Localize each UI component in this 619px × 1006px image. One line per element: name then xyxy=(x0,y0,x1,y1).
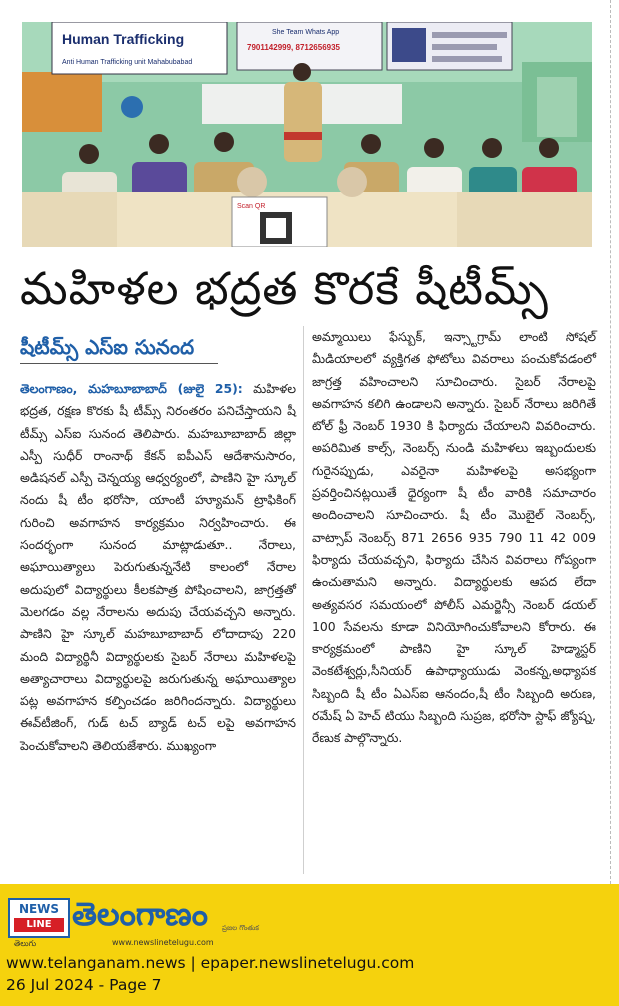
logo-news-text: NEWS xyxy=(18,902,60,916)
qr-label: Scan QR xyxy=(237,203,266,210)
logo-line-text: LINE xyxy=(14,918,64,932)
whatsapp-label: She Team Whats App xyxy=(272,29,340,36)
dateline: తెలంగాణం, మహబూబాబాద్ (జులై 25): xyxy=(20,381,243,396)
event-photo-illustration xyxy=(22,22,592,247)
article-right-text: అమ్మాయిలు ఫేస్బుక్, ఇన్స్టాగ్రామ్ లాంటి సోషల్ మీడియాలలో వ్యక్తిగత ఫోటోలు వివరాలు పంచుకోవడంలో జాగ్రత్త వహించాలని సూచించారు. సైబర్ నేరాలపై అవగాహన కలిగి ఉండాలని అన్నారు. సైబర్ నేరాలు జరిగితే టోల్ ఫ్రీ నెంబర్ 1930 కి ఫిర్యాదు చేయాలని వివరించారు. అపరిమిత కాల్స్, నెంబర్స్ నుండి మహిళలు ఇబ్బందులకు గురైనప్పుడు, ఎవరైనా మహిళలపై అసభ్యంగా ప్రవర్తించినట్లయితే ధైర్యంగా షీ టీం వారికి సమాచారం అందించాలని సూచించారు. షీ టీం మొబైల్ నెంబర్స్, వాట్సాప్ నెంబర్స్ 871 2656 935 790 11 42 009 ఫిర్యాదు చేయవచ్చని, ఫిర్యాదు చేసిన వివరాలు గోప్యంగా ఉంచుతామని అన్నారు. విద్యార్థులకు ఆపద లేదా అత్యవసర సమయంలో పోలీస్ ఎమర్జెన్సీ నెంబర్ డయల్ 100 సేవలను కూడా వినియోగించుకోవాలని కోరారు. ఈ కార్యక్రమంలో పాణిని హై స్కూల్ హెడ్మాస్టర్ వెంకటేశ్వర్లు,సీనియర్ ఉపాధ్యాయుడు వెంకన్న,అధ్యాపక సిబ్బంది షీ టీం ఏఎస్ఐ ఆనందం,షీ టీం సిబ్బంది అరుణ, రమేష్ ఏ హెచ్ టియు సిబ్బంది సుప్రజ, భరోసా స్టాఫ్ జ్యోష్న, రేణుక పాల్గొన్నారు. xyxy=(312,329,596,746)
footer-date-page: 26 Jul 2024 - Page 7 xyxy=(6,976,162,994)
banner-subtitle: Anti Human Trafficking unit Mahabubabad xyxy=(62,59,193,66)
brand-tagline: ప్రజల గొంతుక xyxy=(222,924,259,932)
footer xyxy=(0,884,619,1006)
logo-subtitle: తెలుగు xyxy=(14,939,37,948)
article-left-text: మహిళల భద్రత, రక్షణ కొరకు షీ టీమ్స్ నిరంతరం పనిచేస్తాయని షీ టీమ్స్ ఎస్ఐ సునంద తెలిపారు. మహబూబాబాద్ జిల్లా ఎస్పీ సుధీర్ రాంనాథ్ కేకన్ ఐపీఎస్ ఆదేశానుసారం, అడిషనల్ ఎస్పీ చెన్నయ్య ఆధ్వర్యంలో, పాణిని హై స్కూల్ నందు షీ టీం భరోసా, యాంటీ హ్యూమన్ ట్రాఫికింగ్ గురించి అవగాహన కార్యక్రమం నిర్వహించారు. ఈ సందర్భంగా సునంద మాట్లాడుతూ.. నేరాలు, అఘాయిత్యాలు పెరుగుతున్ననేటి కాలంలో నేరాల అదుపులో విద్యార్థులు కీలకపాత్ర పోషించాలని, జాగ్రత్తతో మెలగడం వల్ల నేరాలను అదుపు చేయవచ్చని అన్నారు. పాణిని హై స్కూల్ మహబూబాబాద్ లోదాదాపు 220 మంది విద్యార్థినీ విద్యార్థులకు సైబర్ నేరాలు మహిళలపై అత్యాచారాలు విద్యార్థులపై జరుగుతున్న అఘాయిత్యాల పట్ల అవగాహన కల్పించడం జరిగిందన్నారు. విద్యార్థులు ఈవ్‌టీజింగ్, గుడ్ టచ్ బ్యాడ్ టచ్ లపై అవగాహన పెంచుకోవాలని తెలియజేశారు. ముఖ్యంగా xyxy=(20,381,296,753)
subheadline-underline xyxy=(20,363,218,364)
banner-title: Human Trafficking xyxy=(62,31,185,47)
article-left-column xyxy=(20,378,296,757)
event-photo xyxy=(22,22,592,247)
footer-websites: www.telanganam.news | epaper.newslinetelugu.com xyxy=(6,954,415,972)
phone-numbers: 7901142999, 8712656935 xyxy=(247,43,340,52)
page-edge-divider xyxy=(610,0,611,884)
subheadline: షీటీమ్స్ ఎస్ఐ సునంద xyxy=(20,335,195,359)
brand-name: తెలంగాణం xyxy=(72,895,208,933)
brand-url[interactable]: www.newslinetelugu.com xyxy=(112,938,214,947)
newsline-logo[interactable] xyxy=(8,898,70,938)
column-divider xyxy=(303,326,304,874)
headline: మహిళల భద్రత కొరకే షీటీమ్స్ xyxy=(20,262,549,315)
article-right-column xyxy=(312,326,596,750)
